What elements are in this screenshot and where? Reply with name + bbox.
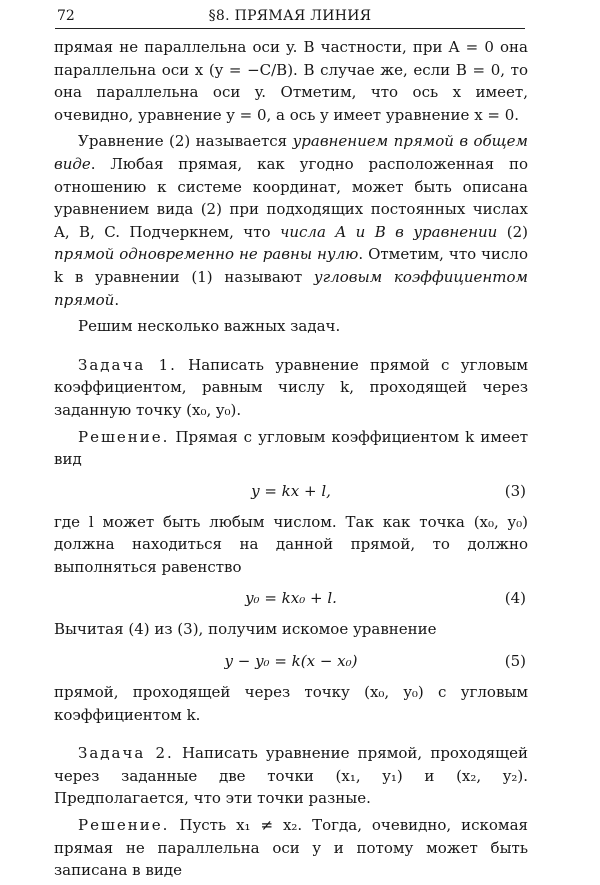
equation-4-formula: y₀ = kx₀ + l. [245, 589, 337, 608]
solution-1 [54, 426, 528, 471]
equation-4 [54, 578, 528, 618]
page-body [54, 36, 528, 882]
task-2 [54, 742, 528, 810]
equation-5-formula: y − y₀ = k(x − x₀) [224, 652, 358, 671]
equation-5 [54, 641, 528, 681]
spacer [54, 726, 528, 742]
solution-2-text: Пусть x₁ ≠ x₂. Тогда, очевидно, искомая прямая не параллельна оси y и потому может быть записана в виде [54, 816, 528, 880]
solution-1-label: Решение. [78, 427, 170, 446]
paragraph-continuation: прямая не параллельна оси y. В частности, при A = 0 она параллельна оси x (y = −C/B). В случае же, если B = 0, то она параллельна оси y. Отметим, что ось x имеет, очевидно, уравнение y = 0, а ось y имеет уравнение x = 0. [54, 38, 528, 124]
running-title: §8. ПРЯМАЯ ЛИНИЯ [208, 8, 372, 24]
task-1 [54, 354, 528, 422]
term-general-form: уравнением прямой в общем виде [54, 132, 528, 173]
paragraph-subtract: Вычитая (4) из (3), получим искомое уравнение [54, 620, 437, 639]
equation-3-formula: y = kx + l, [251, 481, 331, 500]
spacer [54, 338, 528, 354]
solution-2 [54, 814, 528, 882]
paragraph-l-any: где l может быть любым числом. Так как точка (x₀, y₀) должна находиться на данной прямой, то должно выполняться равенство [54, 512, 528, 576]
paragraph-result-line: прямой, проходящей через точку (x₀, y₀) с угловым коэффициентом k. [54, 683, 528, 724]
solution-1-text: Прямая с угловым коэффициентом k имеет вид [54, 427, 528, 469]
emphasis-a-b: числа A и B в уравнении [280, 222, 498, 241]
equation-5-number: (5) [504, 652, 526, 671]
equation-4-number: (4) [504, 589, 526, 608]
task-1-text: Написать уравнение прямой с угловым коэффициентом, равным числу k, проходящей через заданную точку (x₀, y₀). [54, 355, 528, 419]
paragraph-intro-tasks: Решим несколько важных задач. [78, 317, 341, 336]
page-header [55, 6, 525, 29]
task-1-label: Задача 1. [78, 355, 177, 374]
emphasis-not-zero: прямой одновременно не равны нулю [54, 245, 359, 264]
solution-2-label: Решение. [78, 816, 170, 835]
task-2-label: Задача 2. [78, 744, 174, 763]
task-2-text: Написать уравнение прямой, проходящей через заданные две точки (x₁, y₁) и (x₂, y₂). Предполагается, что эти точки разные. [54, 744, 528, 808]
equation-3 [54, 471, 528, 511]
equation-3-number: (3) [504, 481, 526, 500]
page-number: 72 [57, 8, 75, 24]
paragraph-general-equation: Уравнение (2) называется уравнением прямой в общем виде. Любая прямая, как угодно расположенная по отношению к системе координат, может быть описана уравнением вида (2) при подходящих постоянных числах A, B, C. Подчеркнем, что числа A и B в уравнении (2) прямой одновременно не равны нулю. Отметим, что число k в уравнении (1) называют угловым коэффициентом прямой. [54, 132, 528, 309]
term-slope: угловым коэффициентом прямой [54, 267, 528, 309]
